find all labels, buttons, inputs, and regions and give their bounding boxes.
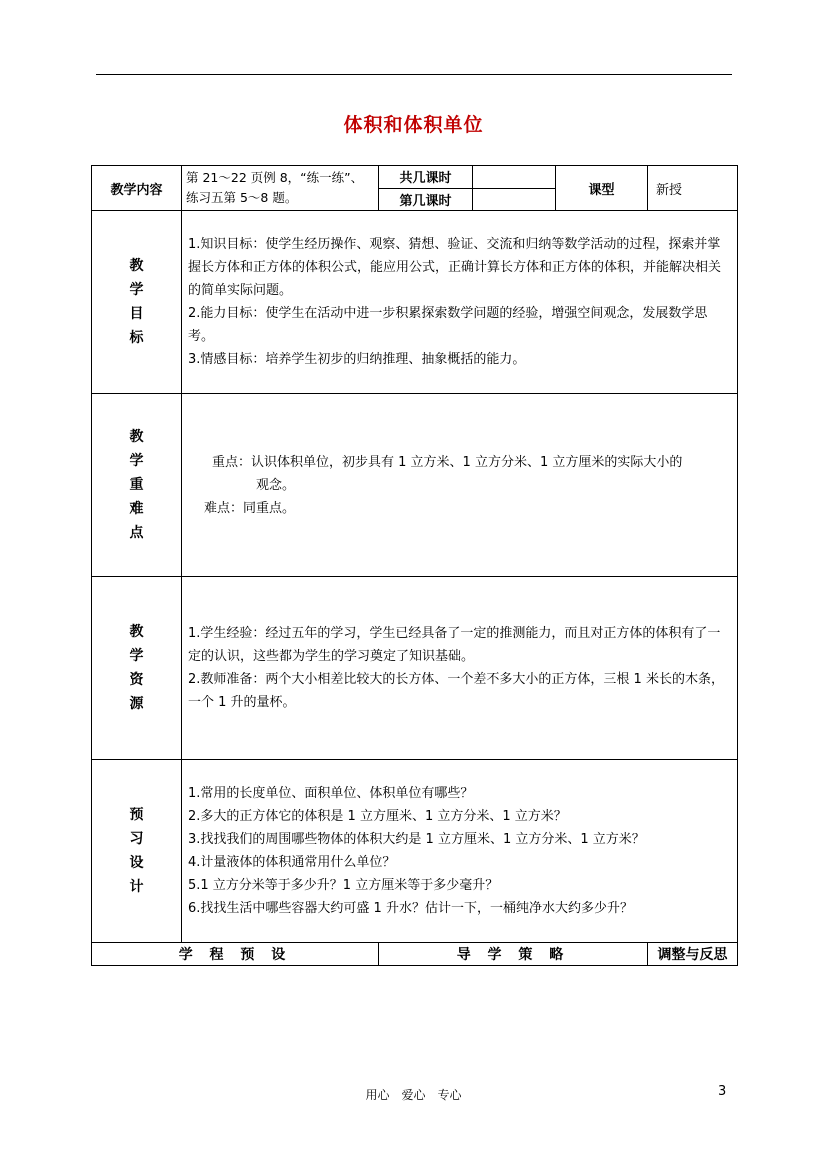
keypoints-label: 教 学 重 难 点 xyxy=(92,394,182,577)
total-hours-label: 共几课时 xyxy=(379,166,473,189)
preview-q6: 6.找找生活中哪些容器大约可盛 1 升水？估计一下，一桶纯净水大约多少升？ xyxy=(188,901,633,916)
key-point-line1: 重点：认识体积单位，初步具有 1 立方米、1 立方分米、1 立方厘米的实际大小的 xyxy=(212,454,683,470)
lesson-plan-table xyxy=(91,165,738,966)
resource-student: 1.学生经验：经过五年的学习，学生已经具备了一定的推测能力，而且对正方体的体积有了一定的认识，这些都为学生的学习奠定了知识基础。 xyxy=(188,626,721,664)
objectives-label: 教 学 目 标 xyxy=(92,211,182,394)
preview-q2: 2.多大的正方体它的体积是 1 立方厘米、1 立方分米、1 立方米？ xyxy=(188,809,567,824)
key-point-line2: 观念。 xyxy=(256,477,296,493)
keypoints-row xyxy=(92,394,738,577)
type-value: 新授 xyxy=(648,166,738,211)
page-title: 体积和体积单位 xyxy=(343,114,484,136)
preview-content xyxy=(182,760,738,943)
footer-row xyxy=(92,943,738,966)
which-hour-value xyxy=(473,188,556,211)
resources-content xyxy=(182,577,738,760)
objective-emotion: 3.情感目标：培养学生初步的归纳推理、抽象概括的能力。 xyxy=(188,352,526,367)
footer-col-plan: 学 程 预 设 xyxy=(92,943,379,966)
objectives-row xyxy=(92,211,738,394)
preview-q4: 4.计量液体的体积通常用什么单位？ xyxy=(188,855,396,870)
which-hour-label: 第几课时 xyxy=(379,188,473,211)
page-footer-motto: 用心 爱心 专心 xyxy=(365,1088,462,1102)
keypoints-content xyxy=(182,394,738,577)
footer-col-reflection: 调整与反思 xyxy=(648,943,738,966)
objectives-content xyxy=(182,211,738,394)
preview-q3: 3.找找我们的周围哪些物体的体积大约是 1 立方厘米、1 立方分米、1 立方米？ xyxy=(188,832,645,847)
content-label: 教学内容 xyxy=(92,166,182,211)
content-value xyxy=(182,166,379,211)
header-rule xyxy=(96,74,732,75)
resources-row xyxy=(92,577,738,760)
resource-teacher: 2.教师准备：两个大小相差比较大的长方体、一个差不多大小的正方体，三根 1 米长的木条，一个 1 升的量杯。 xyxy=(188,672,724,710)
objective-knowledge: 1.知识目标：使学生经历操作、观察、猜想、验证、交流和归纳等数学活动的过程，探索并掌握长方体和正方体的体积公式，能应用公式，正确计算长方体和正方体的体积，并能解决相关的简单实际问题。 xyxy=(188,237,722,298)
preview-q5: 5.1 立方分米等于多少升？1 立方厘米等于多少毫升？ xyxy=(188,878,499,893)
content-value-line2: 练习五第 5～8 题。 xyxy=(186,190,298,205)
preview-row xyxy=(92,760,738,943)
preview-label: 预 习 设 计 xyxy=(92,760,182,943)
header-row-1 xyxy=(92,166,738,189)
footer-col-strategy: 导 学 策 略 xyxy=(379,943,648,966)
total-hours-value xyxy=(473,166,556,189)
preview-q1: 1.常用的长度单位、面积单位、体积单位有哪些？ xyxy=(188,786,474,801)
page-number: 3 xyxy=(718,1084,727,1099)
difficulty-point: 难点：同重点。 xyxy=(204,500,296,516)
resources-label: 教 学 资 源 xyxy=(92,577,182,760)
content-value-line1: 第 21～22 页例 8，“练一练”、 xyxy=(186,170,364,185)
type-label: 课型 xyxy=(556,166,648,211)
objective-ability: 2.能力目标：使学生在活动中进一步积累探索数学问题的经验，增强空间观念，发展数学思考。 xyxy=(188,306,708,344)
